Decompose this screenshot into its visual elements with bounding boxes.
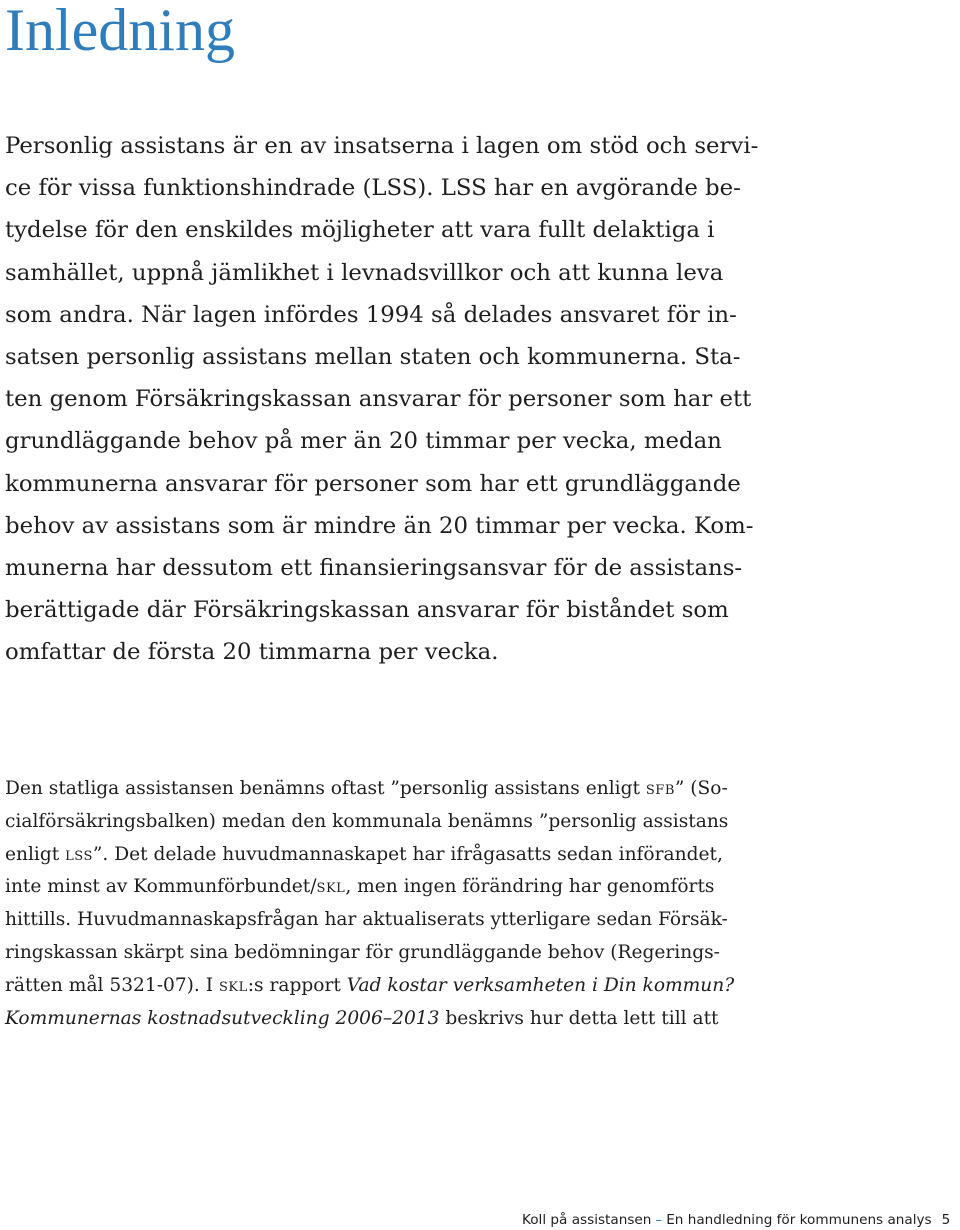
intro-line: kommunerna ansvarar för personer som har ett grundläggande	[5, 470, 741, 497]
intro-line: satsen personlig assistans mellan staten och kommunerna. Sta-	[5, 344, 741, 371]
footer-dash: –	[655, 1212, 663, 1228]
body-line	[5, 871, 840, 904]
intro-line: ce för vissa funktionshindrade (LSS). LSS har en avgörande be-	[5, 175, 741, 202]
body-text: rätten mål 5321-07). I	[5, 974, 219, 996]
intro-line: tydelse för den enskildes möjligheter att vara fullt delaktiga i	[5, 217, 715, 244]
intro-line: ten genom Försäkringskassan ansvarar för personer som har ett	[5, 386, 752, 413]
report-title: Vad kostar verksamheten i Din kommun?	[346, 974, 735, 996]
body-line: hittills. Huvudmannaskapsfrågan har aktualiserats ytterligare sedan Försäk-	[5, 909, 728, 931]
body-line	[5, 970, 840, 1003]
body-text: enligt	[5, 843, 66, 865]
page-footer	[522, 1211, 952, 1229]
body-line	[5, 773, 840, 806]
intro-line: munerna har dessutom ett finansieringsansvar för de assistans-	[5, 555, 743, 582]
body-line: cialförsäkringsbalken) medan den kommunala benämns ”personlig assistans	[5, 810, 729, 832]
intro-line: behov av assistans som är mindre än 20 timmar per vecka. Kom-	[5, 512, 754, 539]
body-text: beskrivs hur detta lett till att	[439, 1007, 719, 1029]
intro-line: samhället, uppnå jämlikhet i levnadsvillkor och att kunna leva	[5, 259, 724, 286]
report-subtitle: Kommunernas kostnadsutveckling 2006–2013	[5, 1007, 440, 1029]
intro-line: Personlig assistans är en av insatserna i lagen om stöd och servi-	[5, 133, 759, 159]
intro-line: omfattar de första 20 timmarna per vecka.	[5, 639, 499, 666]
body-text: ”. Det delade huvudmannaskapet har ifrågasatts sedan införandet,	[92, 843, 723, 865]
body-paragraph	[5, 773, 840, 1035]
intro-line: berättigade där Försäkringskassan ansvarar för biståndet som	[5, 597, 729, 624]
body-line	[5, 839, 840, 872]
page-number: 5	[941, 1212, 951, 1228]
body-text: :s rapport	[247, 974, 347, 996]
abbreviation-skl: skl	[316, 876, 346, 898]
body-line: ringskassan skärpt sina bedömningar för grundläggande behov (Regerings-	[5, 941, 720, 963]
body-text: , men ingen förändring har genomförts	[345, 876, 715, 898]
abbreviation-skl: skl	[218, 974, 248, 996]
body-line	[5, 1003, 840, 1036]
page-title: Inledning	[5, 0, 235, 63]
intro-paragraph	[5, 125, 840, 674]
abbreviation-lss: lss	[65, 843, 93, 865]
intro-line: som andra. När lagen infördes 1994 så delades ansvaret för in-	[5, 301, 737, 328]
body-text: Den statliga assistansen benämns oftast ”personlig assistans enligt	[5, 778, 646, 799]
footer-subtitle: En handledning för kommunens analys	[666, 1212, 932, 1228]
footer-title: Koll på assistansen	[522, 1212, 652, 1228]
body-text: ” (So-	[674, 778, 728, 799]
intro-line: grundläggande behov på mer än 20 timmar per vecka, medan	[5, 428, 722, 455]
abbreviation-sfb: sfb	[645, 778, 675, 799]
body-text: inte minst av Kommunförbundet/	[5, 876, 317, 898]
